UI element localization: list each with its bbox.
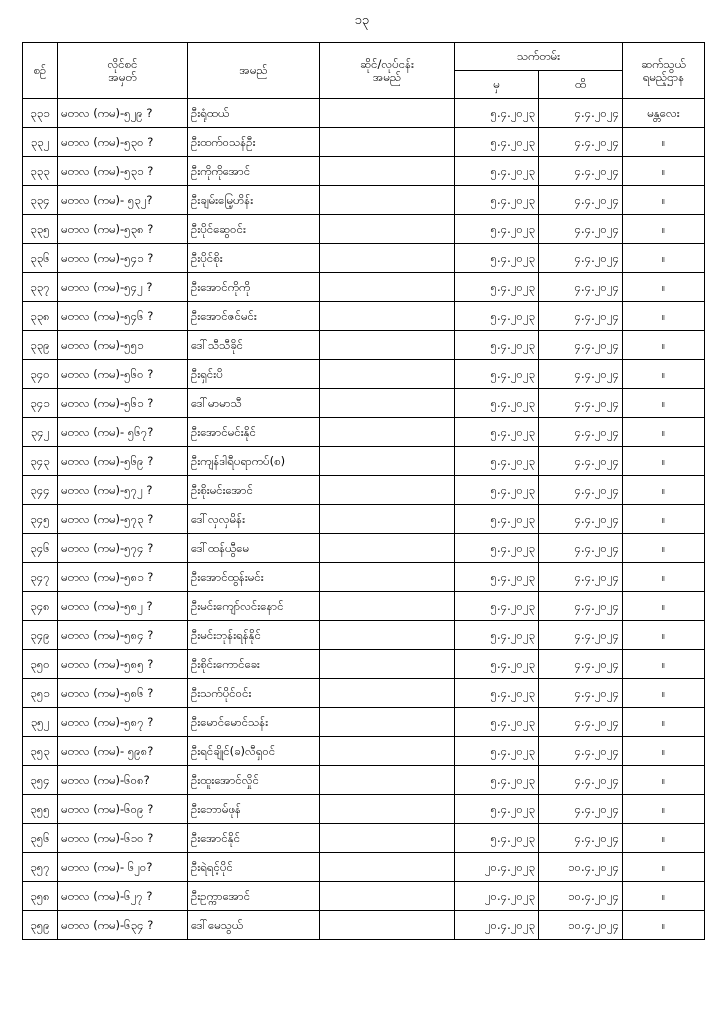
table-row <box>23 244 705 273</box>
header-office <box>623 43 705 99</box>
cell-to: ၄.၄.၂၀၂၄ <box>539 592 623 621</box>
table-row <box>23 331 705 360</box>
cell-to: ၄.၄.၂၀၂၄ <box>539 302 623 331</box>
cell-no: ၃၄၄ <box>23 476 58 505</box>
cell-name: ဦးကိုကိုအောင် <box>188 157 320 186</box>
cell-license: မတလ (ကမ)-၅၇၃ ? <box>58 505 188 534</box>
cell-name: ဦးပိုင်ဆွေဝင်း <box>188 215 320 244</box>
cell-office: ။ <box>623 360 705 389</box>
cell-to: ၄.၄.၂၀၂၄ <box>539 157 623 186</box>
cell-office: ။ <box>623 766 705 795</box>
cell-to: ၁၀.၄.၂၀၂၄ <box>539 853 623 882</box>
cell-from: ၅.၄.၂၀၂၃ <box>455 215 539 244</box>
cell-shop <box>320 679 455 708</box>
cell-office: ။ <box>623 911 705 940</box>
table-header <box>23 43 705 99</box>
table-row <box>23 186 705 215</box>
cell-from: ၅.၄.၂၀၂၃ <box>455 505 539 534</box>
cell-office: ။ <box>623 186 705 215</box>
header-to: ထိ <box>539 71 623 99</box>
table-row <box>23 273 705 302</box>
cell-shop <box>320 766 455 795</box>
cell-no: ၃၄၂ <box>23 418 58 447</box>
cell-no: ၃၅၇ <box>23 853 58 882</box>
cell-license: မတလ (ကမ)- ၅၆၇? <box>58 418 188 447</box>
cell-shop <box>320 418 455 447</box>
cell-name: ဦးပိုင်စိုး <box>188 244 320 273</box>
cell-to: ၄.၄.၂၀၂၄ <box>539 505 623 534</box>
cell-shop <box>320 447 455 476</box>
cell-office: ။ <box>623 882 705 911</box>
cell-license: မတလ (ကမ)-၅၄၁ ? <box>58 244 188 273</box>
cell-from: ၅.၄.၂၀၂၃ <box>455 708 539 737</box>
cell-name: ဦးသက်ပိုင်ဝင်း <box>188 679 320 708</box>
cell-name: ဦးရှင်းပိ <box>188 360 320 389</box>
cell-name: ဦးဥက္ကာအောင် <box>188 882 320 911</box>
cell-shop <box>320 708 455 737</box>
cell-shop <box>320 505 455 534</box>
cell-no: ၃၅၀ <box>23 650 58 679</box>
cell-from: ၅.၄.၂၀၂၃ <box>455 128 539 157</box>
cell-name: ဦးမင်းကျော်လင်းနောင် <box>188 592 320 621</box>
cell-license: မတလ (ကမ)-၅၄၂ ? <box>58 273 188 302</box>
cell-license: မတလ (ကမ)-၅၆၉ ? <box>58 447 188 476</box>
cell-office: ။ <box>623 418 705 447</box>
cell-name: ဦးမင်းဘုန်းရန်နိုင် <box>188 621 320 650</box>
table-row <box>23 447 705 476</box>
cell-from: ၅.၄.၂၀၂၃ <box>455 389 539 418</box>
cell-license: မတလ (ကမ)-၅၆၁ ? <box>58 389 188 418</box>
cell-to: ၄.၄.၂၀၂၄ <box>539 795 623 824</box>
cell-license: မတလ (ကမ)-၅၇၄ ? <box>58 534 188 563</box>
cell-shop <box>320 824 455 853</box>
cell-shop <box>320 650 455 679</box>
cell-shop <box>320 882 455 911</box>
cell-name: ဒေါ်မေသွယ် <box>188 911 320 940</box>
cell-license: မတလ (ကမ)-၆၀၈? <box>58 766 188 795</box>
cell-from: ၅.၄.၂၀၂၃ <box>455 766 539 795</box>
cell-license: မတလ (ကမ)- ၅၃၂? <box>58 186 188 215</box>
cell-shop <box>320 186 455 215</box>
cell-to: ၄.၄.၂၀၂၄ <box>539 186 623 215</box>
cell-to: ၄.၄.၂၀၂၄ <box>539 737 623 766</box>
cell-no: ၃၃၆ <box>23 244 58 273</box>
header-office-line1: ဆက်သွယ် <box>641 56 686 71</box>
cell-no: ၃၅၉ <box>23 911 58 940</box>
cell-to: ၄.၄.၂၀၂၄ <box>539 708 623 737</box>
cell-from: ၅.၄.၂၀၂၃ <box>455 302 539 331</box>
cell-from: ၅.၄.၂၀၂၃ <box>455 650 539 679</box>
header-license-line2: အမှတ် <box>108 69 137 84</box>
cell-shop <box>320 795 455 824</box>
cell-shop <box>320 99 455 128</box>
cell-from: ၅.၄.၂၀၂၃ <box>455 99 539 128</box>
table-row <box>23 215 705 244</box>
cell-shop <box>320 389 455 418</box>
license-register-table <box>22 42 705 940</box>
cell-no: ၃၃၇ <box>23 273 58 302</box>
cell-to: ၄.၄.၂၀၂၄ <box>539 128 623 157</box>
cell-name: ဦးကျန်ဒါရီပရာကပ်(စ) <box>188 447 320 476</box>
cell-name: ဦးဘောမ်ဖုန် <box>188 795 320 824</box>
cell-shop <box>320 273 455 302</box>
cell-from: ၅.၄.၂၀၂၃ <box>455 534 539 563</box>
cell-shop <box>320 563 455 592</box>
cell-shop <box>320 302 455 331</box>
cell-no: ၃၄၇ <box>23 563 58 592</box>
cell-license: မတလ (ကမ)-၅၈၅ ? <box>58 650 188 679</box>
cell-name: ဦးအောင်ထွန်းမင်း <box>188 563 320 592</box>
cell-to: ၄.၄.၂၀၂၄ <box>539 824 623 853</box>
cell-no: ၃၅၄ <box>23 766 58 795</box>
cell-office: ။ <box>623 563 705 592</box>
cell-name: ဒေါ်လှလှမိန်း <box>188 505 320 534</box>
table-row <box>23 824 705 853</box>
cell-office: ။ <box>623 128 705 157</box>
cell-license: မတလ (ကမ)-၅၈၇ ? <box>58 708 188 737</box>
cell-no: ၃၃၈ <box>23 302 58 331</box>
cell-no: ၃၃၅ <box>23 215 58 244</box>
table-row <box>23 99 705 128</box>
cell-no: ၃၄၁ <box>23 389 58 418</box>
cell-no: ၃၄၃ <box>23 447 58 476</box>
cell-name: ဦးအောင်ကိုကို <box>188 273 320 302</box>
cell-from: ၅.၄.၂၀၂၃ <box>455 737 539 766</box>
cell-from: ၅.၄.၂၀၂၃ <box>455 592 539 621</box>
cell-to: ၄.၄.၂၀၂၄ <box>539 534 623 563</box>
cell-no: ၃၄၆ <box>23 534 58 563</box>
table-row <box>23 534 705 563</box>
cell-shop <box>320 853 455 882</box>
header-shop-line2: အမည် <box>372 69 402 84</box>
cell-to: ၄.၄.၂၀၂၄ <box>539 766 623 795</box>
cell-to: ၄.၄.၂၀၂၄ <box>539 621 623 650</box>
cell-license: မတလ (ကမ)-၆၂၇ ? <box>58 882 188 911</box>
table-row <box>23 853 705 882</box>
cell-shop <box>320 215 455 244</box>
cell-from: ၂၀.၄.၂၀၂၃ <box>455 911 539 940</box>
table-row <box>23 621 705 650</box>
cell-name: ဦးအောင်ဇင်မင်း <box>188 302 320 331</box>
cell-office: ။ <box>623 273 705 302</box>
cell-office: ။ <box>623 534 705 563</box>
table-row <box>23 737 705 766</box>
cell-office: ။ <box>623 331 705 360</box>
cell-shop <box>320 157 455 186</box>
cell-shop <box>320 737 455 766</box>
cell-shop <box>320 244 455 273</box>
cell-office: ။ <box>623 621 705 650</box>
cell-name: ဦးမောင်မောင်သန်း <box>188 708 320 737</box>
cell-to: ၁၀.၄.၂၀၂၄ <box>539 911 623 940</box>
page-number: ၁၃ <box>354 13 370 28</box>
header-from: မှ <box>455 71 539 99</box>
cell-name: ဦးအောင်နိုင် <box>188 824 320 853</box>
cell-office: ။ <box>623 737 705 766</box>
table-row <box>23 795 705 824</box>
table-row <box>23 563 705 592</box>
cell-license: မတလ (ကမ)-၆၀၉ ? <box>58 795 188 824</box>
cell-shop <box>320 360 455 389</box>
cell-name: ဦးရုံထယ် <box>188 99 320 128</box>
cell-to: ၄.၄.၂၀၂၄ <box>539 418 623 447</box>
header-office-line2: ရမည့်ဌာန <box>642 69 685 84</box>
cell-name: ဒေါ်ထန်ယွီမေ <box>188 534 320 563</box>
cell-no: ၃၄၈ <box>23 592 58 621</box>
cell-from: ၅.၄.၂၀၂၃ <box>455 186 539 215</box>
table-row <box>23 389 705 418</box>
table-row <box>23 476 705 505</box>
cell-from: ၅.၄.၂၀၂၃ <box>455 157 539 186</box>
cell-office: ။ <box>623 476 705 505</box>
cell-license: မတလ (ကမ)-၅၃၈ ? <box>58 215 188 244</box>
cell-license: မတလ (ကမ)- ၆၂၀? <box>58 853 188 882</box>
cell-no: ၃၅၈ <box>23 882 58 911</box>
cell-office: ။ <box>623 824 705 853</box>
cell-office: ။ <box>623 795 705 824</box>
cell-to: ၄.၄.၂၀၂၄ <box>539 563 623 592</box>
header-no: စဉ် <box>23 43 58 99</box>
table-row <box>23 157 705 186</box>
cell-no: ၃၃၃ <box>23 157 58 186</box>
cell-shop <box>320 592 455 621</box>
cell-from: ၂၀.၄.၂၀၂၃ <box>455 882 539 911</box>
cell-license: မတလ (ကမ)-၅၅၁ <box>58 331 188 360</box>
cell-from: ၅.၄.၂၀၂၃ <box>455 824 539 853</box>
table-row <box>23 505 705 534</box>
cell-license: မတလ (ကမ)-၆၁၀ ? <box>58 824 188 853</box>
cell-to: ၄.၄.၂၀၂၄ <box>539 389 623 418</box>
header-shop-line1: ဆိုင်/လုပ်ငန်း <box>360 56 414 71</box>
cell-no: ၃၅၁ <box>23 679 58 708</box>
cell-no: ၃၅၃ <box>23 737 58 766</box>
cell-office: ။ <box>623 447 705 476</box>
cell-license: မတလ (ကမ)-၅၃၀ ? <box>58 128 188 157</box>
cell-office: ။ <box>623 157 705 186</box>
cell-from: ၂၀.၄.၂၀၂၃ <box>455 853 539 882</box>
table-row <box>23 418 705 447</box>
cell-name: ဦးရဲရင့်ပိုင် <box>188 853 320 882</box>
cell-license: မတလ (ကမ)-၅၆၀ ? <box>58 360 188 389</box>
cell-from: ၅.၄.၂၀၂၃ <box>455 621 539 650</box>
cell-from: ၅.၄.၂၀၂၃ <box>455 273 539 302</box>
cell-shop <box>320 911 455 940</box>
cell-name: ဦးစိုးမင်းအောင် <box>188 476 320 505</box>
cell-license: မတလ (ကမ)- ၅၉၈? <box>58 737 188 766</box>
header-license-line1: လိုင်စင် <box>107 56 138 71</box>
cell-office: ။ <box>623 679 705 708</box>
cell-license: မတလ (ကမ)-၅၄၆ ? <box>58 302 188 331</box>
cell-shop <box>320 534 455 563</box>
cell-from: ၅.၄.၂၀၂၃ <box>455 563 539 592</box>
cell-from: ၅.၄.၂၀၂၃ <box>455 331 539 360</box>
table-row <box>23 650 705 679</box>
cell-to: ၁၀.၄.၂၀၂၄ <box>539 882 623 911</box>
cell-shop <box>320 621 455 650</box>
table-row <box>23 302 705 331</box>
cell-to: ၄.၄.၂၀၂၄ <box>539 215 623 244</box>
cell-no: ၃၅၆ <box>23 824 58 853</box>
table-body <box>23 99 705 940</box>
cell-no: ၃၄၀ <box>23 360 58 389</box>
cell-name: ဦးအောင်မင်းနိုင် <box>188 418 320 447</box>
table-row <box>23 592 705 621</box>
cell-office: ။ <box>623 215 705 244</box>
cell-shop <box>320 128 455 157</box>
cell-to: ၄.၄.၂၀၂၄ <box>539 476 623 505</box>
table-row <box>23 708 705 737</box>
header-license <box>58 43 188 99</box>
cell-license: မတလ (ကမ)-၅၈၆ ? <box>58 679 188 708</box>
cell-no: ၃၃၄ <box>23 186 58 215</box>
cell-shop <box>320 331 455 360</box>
table-row <box>23 128 705 157</box>
cell-office: ။ <box>623 505 705 534</box>
cell-to: ၄.၄.၂၀၂၄ <box>539 360 623 389</box>
header-validity: သက်တမ်း <box>455 43 623 71</box>
cell-office: ။ <box>623 650 705 679</box>
cell-shop <box>320 476 455 505</box>
cell-to: ၄.၄.၂၀၂၄ <box>539 447 623 476</box>
cell-to: ၄.၄.၂၀၂၄ <box>539 331 623 360</box>
cell-office: ။ <box>623 302 705 331</box>
table-row <box>23 679 705 708</box>
cell-license: မတလ (ကမ)-၆၃၄ ? <box>58 911 188 940</box>
cell-license: မတလ (ကမ)-၅၂၉ ? <box>58 99 188 128</box>
cell-name: ဦးထူးအောင်လှိုင် <box>188 766 320 795</box>
table-row <box>23 882 705 911</box>
cell-no: ၃၃၂ <box>23 128 58 157</box>
cell-from: ၅.၄.၂၀၂၃ <box>455 795 539 824</box>
cell-office: ။ <box>623 853 705 882</box>
cell-from: ၅.၄.၂၀၂၃ <box>455 679 539 708</box>
cell-office: ။ <box>623 389 705 418</box>
cell-to: ၄.၄.၂၀၂၄ <box>539 99 623 128</box>
cell-license: မတလ (ကမ)-၅၈၁ ? <box>58 563 188 592</box>
cell-name: ဦးထက်ဝသန်ဦး <box>188 128 320 157</box>
cell-to: ၄.၄.၂၀၂၄ <box>539 273 623 302</box>
cell-from: ၅.၄.၂၀၂၃ <box>455 447 539 476</box>
cell-name: ဦးစိုင်းကောင်ခေး <box>188 650 320 679</box>
cell-office: ။ <box>623 708 705 737</box>
cell-to: ၄.၄.၂၀၂၄ <box>539 679 623 708</box>
cell-office: ။ <box>623 592 705 621</box>
table-row <box>23 911 705 940</box>
cell-no: ၃၄၉ <box>23 621 58 650</box>
table-row <box>23 766 705 795</box>
cell-name: ဦးချမ်းမြေ့ဟိန်း <box>188 186 320 215</box>
cell-office: မန္တလေး <box>623 99 705 128</box>
cell-no: ၃၅၂ <box>23 708 58 737</box>
cell-to: ၄.၄.၂၀၂၄ <box>539 650 623 679</box>
header-name: အမည် <box>188 43 320 99</box>
cell-no: ၃၄၅ <box>23 505 58 534</box>
cell-from: ၅.၄.၂၀၂၃ <box>455 360 539 389</box>
cell-office: ။ <box>623 244 705 273</box>
cell-no: ၃၅၅ <box>23 795 58 824</box>
cell-license: မတလ (ကမ)-၅၈၄ ? <box>58 621 188 650</box>
cell-from: ၅.၄.၂၀၂၃ <box>455 244 539 273</box>
cell-name: ဦးရင်ချိုင်(ခ)လီရှဝင် <box>188 737 320 766</box>
cell-to: ၄.၄.၂၀၂၄ <box>539 244 623 273</box>
cell-no: ၃၃၉ <box>23 331 58 360</box>
cell-no: ၃၃၁ <box>23 99 58 128</box>
cell-from: ၅.၄.၂၀၂၃ <box>455 418 539 447</box>
cell-license: မတလ (ကမ)-၅၃၁ ? <box>58 157 188 186</box>
header-shop <box>320 43 455 99</box>
cell-license: မတလ (ကမ)-၅၇၂ ? <box>58 476 188 505</box>
cell-license: မတလ (ကမ)-၅၈၂ ? <box>58 592 188 621</box>
cell-from: ၅.၄.၂၀၂၃ <box>455 476 539 505</box>
cell-name: ဒေါ်မာမာသီ <box>188 389 320 418</box>
table-row <box>23 360 705 389</box>
cell-name: ဒေါ်သီသီခိုင် <box>188 331 320 360</box>
